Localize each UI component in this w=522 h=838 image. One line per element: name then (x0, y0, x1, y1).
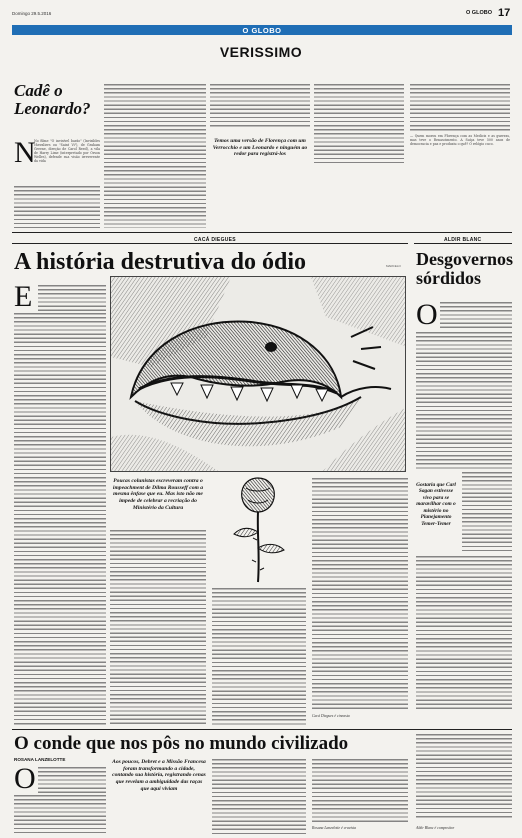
article2-signature: Aldir Blanc é compositor (416, 826, 455, 830)
column-lead-text: No filme "O invisível barão" (Invisibles chevaliers ou "Saint Vi"), de Graham Greene, direção de Carol Reed), a vila de Harry Lime (interpretado por Orson Welles), defende sua visão irreverente da vida (34, 139, 100, 164)
column-text-2 (104, 84, 206, 228)
newspaper-logo: O GLOBO (242, 26, 282, 35)
author-tag: CACÁ DIEGUES (194, 237, 236, 243)
section-title: VERISSIMO (219, 44, 303, 60)
column-text-3 (210, 84, 310, 128)
article-title: A história destrutiva do ódio (14, 249, 307, 275)
article3-text-2 (212, 759, 306, 835)
rose-drawing (210, 474, 306, 584)
page-number: 17 (498, 7, 511, 19)
drop-cap-e: E (14, 280, 33, 313)
article3-text-1a (38, 767, 106, 793)
article2-text-1a (440, 302, 512, 330)
article2-text-3 (416, 556, 512, 710)
author-tag-bar (12, 236, 408, 244)
column-text-5 (410, 84, 510, 132)
column-pull-quote: Temos uma versão de Florença com um Verrocchio e um Leonardo e ninguém ao redor para registrá-los (212, 138, 308, 158)
rose-illustration (210, 474, 306, 584)
article-text-3 (212, 588, 306, 725)
column-closing-text: — Quem morou em Florença com as Medicis e as guerras, mas teve o Renascimento. A Suíça teve 500 anos de democracia e paz e produziu o quê? O relógio cuco. (410, 134, 510, 147)
article3-text-3 (312, 759, 408, 823)
section-divider-2 (12, 729, 512, 730)
author-tag-bar-2 (414, 236, 512, 244)
article-text-1 (14, 313, 106, 725)
article3-text-1 (14, 795, 106, 835)
column-text-4 (314, 84, 404, 164)
article-pull-quote: Poucas colunistas escreveram contra o impeachment de Dilma Rousseff com a mesma ênfase que eu. Mas isto não me impede de celebrar a recriação do Ministério da Cultura (112, 478, 204, 511)
section-divider (12, 232, 512, 233)
article3-signature: Rosana Lanzelotte é cravista (312, 826, 356, 830)
opinion-logo-bar (12, 25, 512, 35)
article-signature: Cacá Diegues é cineasta (312, 714, 350, 718)
section-label: O GLOBO (466, 10, 492, 16)
page-date: Domingo 29.5.2016 (12, 11, 52, 16)
article3-byline: ROSANA LANZELOTTE (14, 757, 66, 762)
column-title: Cadê o Leonardo? (14, 81, 91, 118)
article-text-4 (312, 478, 408, 709)
article2-text-1 (416, 332, 512, 470)
article3-pull-quote: Aos poucos, Debret e a Missão Francesa foram transformando a cidade, contando sua história, registrando cenas que revelam a ambiguidade das raças que aqui viviam (112, 759, 206, 792)
article2-text-4 (416, 734, 512, 820)
editorial-illustration (110, 276, 406, 472)
article-text-2 (110, 530, 206, 725)
article2-text-2 (462, 472, 512, 552)
drop-cap-n: N (14, 136, 36, 169)
article-title-3: O conde que nos pôs no mundo civilizado (14, 733, 349, 754)
article-title-2: Desgovernos sórdidos (416, 249, 513, 288)
article2-pull-quote: Gostaria que Carl Sagan estivesse vivo para se maravilhar com o mistério no Planejamento Temer-Temer (416, 482, 456, 527)
author-tag-2: ALDIR BLANC (444, 237, 482, 243)
illustration-drawing (111, 277, 406, 472)
illustration-credit: MARCELO (386, 264, 401, 268)
column-text-1 (14, 186, 100, 228)
page-header (12, 8, 512, 22)
drop-cap-o-3: O (14, 762, 36, 795)
article-text-1a (38, 285, 106, 311)
drop-cap-o: O (416, 298, 438, 331)
